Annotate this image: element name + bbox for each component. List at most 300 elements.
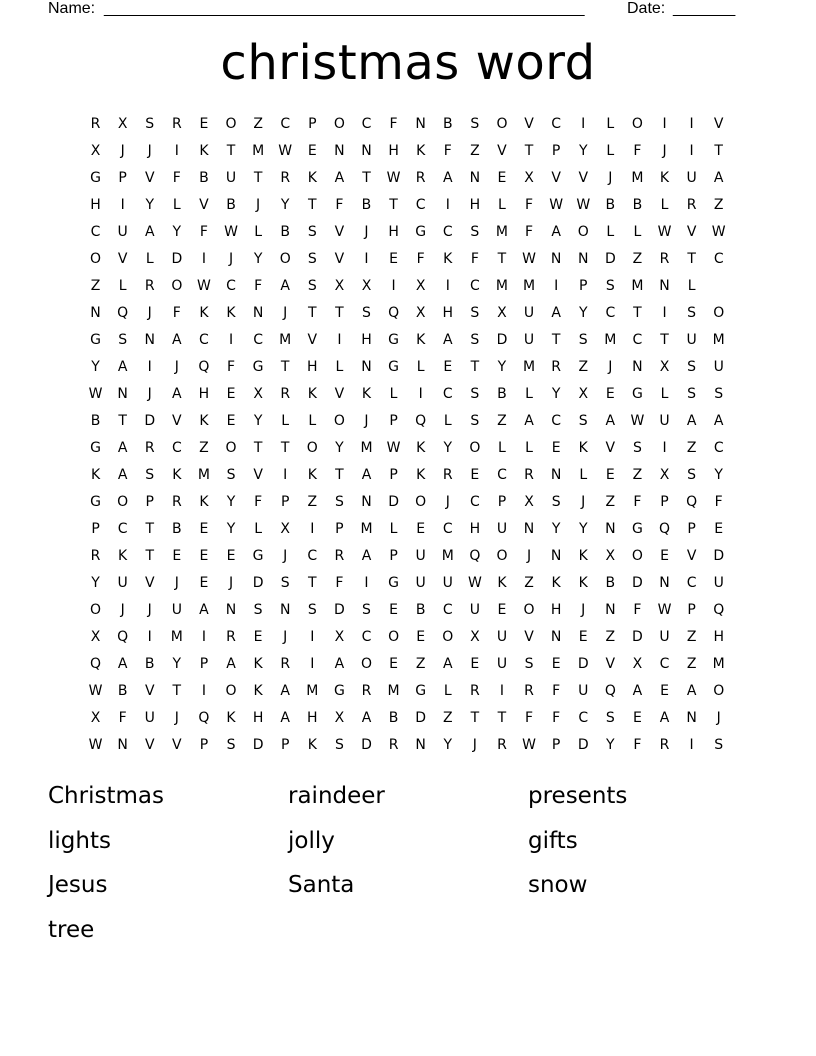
grid-letter: U bbox=[578, 683, 589, 699]
grid-letter: Q bbox=[469, 548, 481, 564]
grid-letter: Y bbox=[226, 521, 236, 537]
grid-letter: I bbox=[581, 116, 586, 132]
grid-letter: T bbox=[226, 143, 236, 159]
grid-letter: O bbox=[415, 494, 427, 510]
grid-letter: X bbox=[334, 710, 345, 726]
grid-letter: Z bbox=[199, 440, 209, 456]
grid-letter: A bbox=[713, 170, 724, 186]
grid-letter: K bbox=[307, 737, 317, 753]
grid-letter: U bbox=[415, 548, 426, 564]
grid-letter: M bbox=[712, 332, 725, 348]
grid-letter: B bbox=[144, 656, 155, 672]
grid-letter: N bbox=[415, 737, 426, 753]
grid-letter: A bbox=[442, 656, 453, 672]
grid-letter: X bbox=[90, 143, 101, 159]
grid-row bbox=[82, 300, 734, 327]
grid-letter: D bbox=[713, 548, 725, 564]
grid-letter: X bbox=[659, 359, 670, 375]
grid-letter: E bbox=[660, 683, 669, 699]
grid-letter: N bbox=[361, 494, 372, 510]
grid-letter: E bbox=[497, 170, 507, 186]
grid-letter: P bbox=[280, 494, 290, 510]
grid-letter: W bbox=[467, 575, 482, 591]
grid-letter: Q bbox=[659, 521, 671, 537]
grid-letter: O bbox=[333, 116, 345, 132]
grid-letter: X bbox=[470, 629, 480, 645]
grid-letter: V bbox=[713, 116, 724, 132]
header bbox=[48, 0, 748, 20]
grid-letter: I bbox=[554, 278, 559, 294]
grid-letter: T bbox=[335, 305, 344, 321]
grid-letter: V bbox=[524, 629, 534, 645]
grid-letter: X bbox=[415, 305, 426, 321]
grid-letter: K bbox=[307, 170, 317, 186]
grid-letter: M bbox=[197, 467, 210, 483]
grid-letter: S bbox=[578, 332, 588, 348]
grid-letter: D bbox=[604, 251, 616, 267]
grid-letter: M bbox=[306, 683, 319, 699]
grid-letter: U bbox=[659, 629, 670, 645]
grid-letter: E bbox=[632, 710, 642, 726]
grid-letter: F bbox=[470, 251, 479, 267]
grid-letter: F bbox=[172, 305, 181, 321]
grid-letter: D bbox=[632, 575, 643, 591]
grid-letter: U bbox=[469, 602, 480, 618]
grid-row bbox=[82, 597, 734, 624]
grid-letter: B bbox=[226, 197, 236, 213]
grid-letter: B bbox=[605, 575, 616, 591]
grid-letter: I bbox=[662, 116, 667, 132]
word-list bbox=[48, 778, 768, 956]
grid-letter: S bbox=[687, 386, 697, 402]
grid-letter: B bbox=[632, 197, 643, 213]
grid-letter: A bbox=[199, 602, 209, 618]
grid-row bbox=[82, 138, 734, 165]
grid-letter: Z bbox=[632, 251, 643, 267]
grid-letter: X bbox=[334, 629, 345, 645]
grid-letter: X bbox=[90, 710, 101, 726]
date-field-line: _______ bbox=[673, 0, 736, 17]
grid-letter: I bbox=[445, 278, 450, 294]
grid-letter: L bbox=[498, 440, 506, 456]
grid-letter: C bbox=[226, 278, 236, 294]
grid-letter: A bbox=[551, 305, 561, 321]
grid-letter: F bbox=[714, 494, 723, 510]
grid-letter: W bbox=[576, 197, 591, 213]
grid-letter: R bbox=[144, 440, 155, 456]
grid-letter: D bbox=[334, 602, 345, 618]
grid-letter: J bbox=[608, 359, 613, 375]
grid-letter: B bbox=[388, 710, 399, 726]
grid-letter: H bbox=[252, 710, 264, 726]
grid-letter: G bbox=[90, 170, 101, 186]
grid-letter: N bbox=[523, 521, 535, 537]
grid-letter: C bbox=[415, 197, 426, 213]
date-label: Date: bbox=[627, 0, 666, 17]
grid-letter: B bbox=[361, 197, 372, 213]
grid-letter: N bbox=[279, 602, 291, 618]
grid-letter: S bbox=[578, 413, 588, 429]
grid-letter: V bbox=[172, 413, 182, 429]
grid-letter: A bbox=[713, 413, 724, 429]
grid-letter: R bbox=[90, 116, 101, 132]
grid-letter: K bbox=[90, 467, 101, 483]
grid-letter: S bbox=[470, 413, 480, 429]
grid-letter: Q bbox=[90, 656, 102, 672]
grid-letter: K bbox=[416, 332, 426, 348]
grid-letter: Q bbox=[713, 602, 725, 618]
grid-letter: E bbox=[389, 602, 398, 618]
grid-letter: F bbox=[443, 143, 452, 159]
grid-letter: O bbox=[631, 116, 643, 132]
grid-letter: V bbox=[578, 170, 589, 186]
grid-letter: C bbox=[605, 305, 616, 321]
grid-letter: K bbox=[578, 575, 588, 591]
grid-letter: Y bbox=[253, 251, 263, 267]
grid-letter: O bbox=[225, 440, 237, 456]
grid-letter: C bbox=[442, 602, 453, 618]
grid-letter: G bbox=[415, 683, 427, 699]
grid-letter: I bbox=[147, 629, 152, 645]
grid-letter: Q bbox=[388, 305, 400, 321]
grid-letter: P bbox=[389, 548, 398, 564]
grid-letter: A bbox=[686, 413, 697, 429]
grid-letter: T bbox=[308, 575, 317, 591]
grid-letter: Y bbox=[172, 656, 182, 672]
grid-letter: K bbox=[226, 710, 236, 726]
grid-letter: N bbox=[90, 305, 101, 321]
grid-letter: N bbox=[415, 116, 426, 132]
grid-letter: A bbox=[117, 656, 128, 672]
grid-letter: J bbox=[364, 224, 369, 240]
grid-letter: N bbox=[361, 359, 372, 375]
grid-letter: E bbox=[199, 548, 209, 564]
grid-letter: P bbox=[687, 521, 696, 537]
grid-letter: N bbox=[334, 143, 345, 159]
grid-letter: I bbox=[364, 575, 369, 591]
grid-letter: L bbox=[335, 359, 344, 375]
grid-letter: X bbox=[90, 629, 101, 645]
grid-letter: Y bbox=[551, 521, 561, 537]
grid-letter: R bbox=[524, 683, 534, 699]
grid-letter: C bbox=[442, 386, 453, 402]
grid-letter: T bbox=[308, 305, 317, 321]
grid-letter: M bbox=[523, 278, 536, 294]
grid-letter: V bbox=[307, 332, 318, 348]
grid-letter: M bbox=[495, 278, 508, 294]
grid-letter: J bbox=[283, 305, 288, 321]
grid-letter: L bbox=[606, 116, 615, 132]
grid-letter: T bbox=[118, 413, 127, 429]
grid-letter: W bbox=[278, 143, 293, 159]
grid-row bbox=[82, 408, 734, 435]
grid-letter: S bbox=[470, 386, 480, 402]
grid-letter: A bbox=[226, 656, 236, 672]
grid-letter: S bbox=[253, 602, 263, 618]
grid-letter: W bbox=[711, 224, 726, 240]
grid-letter: S bbox=[687, 359, 697, 375]
grid-letter: H bbox=[90, 197, 101, 213]
grid-letter: T bbox=[172, 683, 182, 699]
grid-letter: S bbox=[687, 305, 697, 321]
grid-letter: N bbox=[632, 359, 643, 375]
grid-row bbox=[82, 705, 734, 732]
grid-letter: A bbox=[551, 224, 561, 240]
grid-letter: Y bbox=[443, 737, 453, 753]
grid-letter: S bbox=[362, 305, 371, 321]
grid-letter: Y bbox=[551, 386, 561, 402]
grid-letter: O bbox=[496, 116, 508, 132]
grid-letter: O bbox=[713, 683, 725, 699]
grid-row bbox=[82, 435, 734, 462]
grid-letter: X bbox=[334, 278, 345, 294]
grid-letter: O bbox=[333, 413, 345, 429]
grid-letter: S bbox=[551, 494, 561, 510]
grid-letter: Y bbox=[578, 305, 588, 321]
grid-letter: R bbox=[280, 170, 291, 186]
grid-letter: A bbox=[605, 413, 616, 429]
grid-letter: Y bbox=[253, 413, 263, 429]
grid-letter: O bbox=[171, 278, 183, 294]
grid-letter: V bbox=[144, 170, 155, 186]
grid-letter: E bbox=[470, 467, 480, 483]
grid-letter: Y bbox=[443, 440, 453, 456]
grid-letter: Z bbox=[497, 413, 507, 429]
grid-letter: N bbox=[659, 278, 670, 294]
grid-letter: Y bbox=[91, 359, 100, 375]
grid-letter: M bbox=[252, 143, 265, 159]
grid-letter: D bbox=[171, 251, 183, 267]
grid-letter: C bbox=[361, 629, 372, 645]
grid-letter: E bbox=[660, 548, 669, 564]
grid-letter: S bbox=[226, 467, 236, 483]
grid-letter: B bbox=[415, 602, 426, 618]
grid-letter: E bbox=[470, 656, 480, 672]
word-list-item: Christmas bbox=[48, 783, 164, 809]
grid-letter: B bbox=[172, 521, 182, 537]
grid-letter: H bbox=[713, 629, 724, 645]
grid-letter: B bbox=[442, 116, 453, 132]
grid-letter: B bbox=[199, 170, 209, 186]
grid-letter: Y bbox=[578, 521, 588, 537]
grid-letter: L bbox=[254, 224, 263, 240]
grid-letter: J bbox=[147, 305, 152, 321]
grid-letter: D bbox=[144, 413, 156, 429]
grid-letter: S bbox=[470, 332, 480, 348]
grid-letter: Y bbox=[145, 197, 155, 213]
grid-letter: R bbox=[171, 494, 182, 510]
grid-letter: K bbox=[416, 467, 426, 483]
grid-letter: F bbox=[633, 602, 642, 618]
grid-letter: T bbox=[389, 197, 398, 213]
grid-letter: X bbox=[578, 386, 589, 402]
grid-letter: P bbox=[389, 467, 398, 483]
grid-letter: N bbox=[686, 710, 697, 726]
grid-letter: C bbox=[307, 548, 318, 564]
grid-letter: I bbox=[201, 629, 206, 645]
grid-letter: E bbox=[172, 548, 182, 564]
grid-letter: J bbox=[608, 170, 613, 186]
grid-letter: I bbox=[174, 143, 179, 159]
grid-letter: A bbox=[686, 683, 697, 699]
grid-row bbox=[82, 732, 734, 759]
grid-letter: O bbox=[577, 224, 589, 240]
word-list-item: Jesus bbox=[48, 872, 108, 898]
grid-letter: U bbox=[713, 575, 724, 591]
grid-letter: K bbox=[307, 386, 317, 402]
grid-letter: D bbox=[415, 710, 427, 726]
grid-letter: U bbox=[496, 656, 508, 672]
grid-letter: C bbox=[659, 656, 670, 672]
grid-letter: E bbox=[307, 143, 317, 159]
grid-row bbox=[82, 516, 734, 543]
grid-letter: R bbox=[659, 251, 670, 267]
grid-letter: A bbox=[117, 359, 128, 375]
grid-letter: N bbox=[361, 143, 372, 159]
grid-letter: M bbox=[631, 278, 644, 294]
grid-letter: Y bbox=[91, 575, 100, 591]
grid-letter: Y bbox=[497, 359, 507, 375]
grid-letter: C bbox=[117, 521, 128, 537]
grid-letter: A bbox=[361, 548, 372, 564]
grid-letter: F bbox=[525, 710, 534, 726]
grid-letter: M bbox=[604, 332, 617, 348]
grid-letter: R bbox=[144, 278, 155, 294]
grid-letter: X bbox=[659, 467, 670, 483]
grid-letter: Y bbox=[280, 197, 290, 213]
grid-letter: M bbox=[360, 440, 373, 456]
word-list-item: snow bbox=[528, 872, 588, 898]
grid-letter: E bbox=[497, 602, 507, 618]
grid-letter: F bbox=[335, 575, 344, 591]
grid-letter: N bbox=[252, 305, 264, 321]
grid-letter: J bbox=[364, 413, 369, 429]
grid-letter: W bbox=[224, 224, 238, 240]
grid-letter: Z bbox=[713, 197, 724, 213]
grid-letter: J bbox=[147, 602, 152, 618]
grid-letter: J bbox=[120, 143, 125, 159]
grid-letter: C bbox=[90, 224, 101, 240]
grid-letter: T bbox=[470, 710, 480, 726]
grid-letter: T bbox=[280, 440, 290, 456]
grid-letter: I bbox=[283, 467, 288, 483]
page-title: christmas word bbox=[220, 35, 596, 91]
grid-letter: K bbox=[253, 656, 263, 672]
grid-letter: F bbox=[552, 710, 561, 726]
grid-letter: I bbox=[391, 278, 396, 294]
grid-letter: E bbox=[551, 656, 561, 672]
grid-row bbox=[82, 354, 734, 381]
grid-letter: K bbox=[578, 440, 588, 456]
grid-letter: V bbox=[551, 170, 561, 186]
grid-letter: R bbox=[497, 737, 507, 753]
grid-letter: J bbox=[581, 602, 586, 618]
grid-letter: J bbox=[228, 575, 234, 591]
grid-letter: P bbox=[551, 143, 561, 159]
grid-letter: Z bbox=[90, 278, 101, 294]
grid-letter: L bbox=[172, 197, 181, 213]
grid-row bbox=[82, 651, 734, 678]
grid-letter: L bbox=[389, 386, 398, 402]
grid-letter: O bbox=[523, 602, 535, 618]
word-list-item: raindeer bbox=[288, 783, 385, 809]
grid-letter: H bbox=[307, 710, 318, 726]
grid-letter: M bbox=[712, 656, 725, 672]
grid-letter: U bbox=[117, 224, 128, 240]
grid-row bbox=[82, 192, 734, 219]
grid-letter: J bbox=[147, 143, 152, 159]
grid-letter: J bbox=[174, 359, 179, 375]
grid-letter: L bbox=[660, 197, 669, 213]
grid-row bbox=[82, 165, 734, 192]
grid-letter: S bbox=[145, 116, 155, 132]
grid-letter: P bbox=[118, 170, 127, 186]
word-search-grid bbox=[82, 111, 734, 759]
grid-letter: X bbox=[415, 278, 426, 294]
grid-letter: R bbox=[469, 683, 480, 699]
grid-letter: N bbox=[659, 575, 670, 591]
grid-letter: T bbox=[145, 521, 155, 537]
grid-letter: J bbox=[445, 494, 450, 510]
grid-letter: E bbox=[253, 629, 263, 645]
grid-letter: S bbox=[334, 737, 344, 753]
grid-letter: L bbox=[118, 278, 127, 294]
grid-letter: P bbox=[199, 656, 209, 672]
grid-letter: A bbox=[334, 170, 345, 186]
grid-letter: K bbox=[118, 548, 128, 564]
word-list-item: tree bbox=[48, 916, 95, 943]
grid-letter: U bbox=[523, 305, 535, 321]
grid-letter: V bbox=[144, 683, 155, 699]
grid-letter: G bbox=[90, 494, 101, 510]
grid-letter: F bbox=[118, 710, 127, 726]
grid-letter: F bbox=[199, 224, 208, 240]
grid-letter: K bbox=[416, 143, 426, 159]
grid-letter: N bbox=[144, 332, 155, 348]
grid-letter: Z bbox=[578, 359, 589, 375]
grid-letter: P bbox=[335, 521, 344, 537]
grid-letter: O bbox=[306, 440, 318, 456]
grid-letter: S bbox=[145, 467, 155, 483]
grid-letter: E bbox=[389, 251, 398, 267]
grid-letter: A bbox=[280, 278, 290, 294]
grid-letter: W bbox=[88, 737, 103, 753]
grid-letter: C bbox=[199, 332, 209, 348]
grid-letter: U bbox=[415, 575, 426, 591]
grid-letter: P bbox=[389, 413, 398, 429]
grid-letter: C bbox=[280, 116, 291, 132]
grid-letter: S bbox=[605, 710, 615, 726]
grid-letter: T bbox=[253, 440, 263, 456]
grid-letter: S bbox=[470, 116, 480, 132]
grid-letter: L bbox=[525, 386, 533, 402]
grid-letter: E bbox=[714, 521, 724, 537]
grid-letter: V bbox=[253, 467, 263, 483]
grid-letter: B bbox=[117, 683, 128, 699]
grid-row bbox=[82, 381, 734, 408]
grid-letter: Z bbox=[686, 656, 697, 672]
grid-letter: U bbox=[686, 170, 697, 186]
grid-letter: Z bbox=[307, 494, 318, 510]
grid-letter: C bbox=[442, 224, 453, 240]
grid-letter: T bbox=[362, 170, 371, 186]
grid-letter: V bbox=[686, 224, 697, 240]
grid-letter: S bbox=[470, 224, 480, 240]
grid-letter: Q bbox=[117, 305, 129, 321]
grid-letter: N bbox=[550, 251, 562, 267]
grid-letter: X bbox=[253, 386, 263, 402]
grid-letter: R bbox=[551, 359, 561, 375]
